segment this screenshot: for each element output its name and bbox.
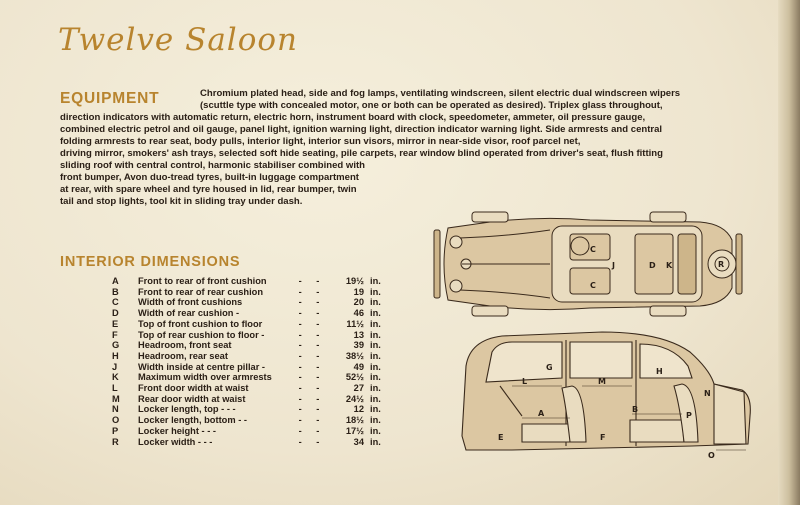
dimension-value: 19 (353, 286, 364, 297)
dimension-unit: in. (370, 415, 381, 426)
page-title: Twelve Saloon (58, 22, 299, 58)
dimension-row (110, 308, 390, 319)
interior-dimensions-table (110, 276, 390, 447)
equipment-line: folding armrests to rear seat, body pulls, interior light, interior sun visors, mirror in near-side visor, roof parcel net, (60, 136, 581, 148)
dimension-row (110, 415, 390, 426)
car-side-diagram (452, 326, 762, 474)
diagram-label: J (612, 261, 615, 270)
dimension-unit: in. (370, 308, 381, 319)
diagram-label: M (598, 377, 606, 386)
dimension-leader: - - (298, 329, 326, 340)
dimension-leader: - - (298, 297, 326, 308)
dimension-unit: in. (370, 297, 381, 308)
dimension-letter: N (112, 404, 119, 415)
dimension-leader: - - (298, 425, 326, 436)
dimension-description: Locker height - - - (138, 425, 216, 436)
dimension-leader: - - (298, 383, 326, 394)
dimension-leader: - - (298, 308, 326, 319)
dimension-value: 34 (353, 436, 364, 447)
equipment-line: combined electric petrol and oil gauge, panel light, ignition warning light, direction indicator warning light. Side armrests and central (60, 124, 663, 136)
diagram-label: D (649, 261, 656, 270)
dimension-letter: A (112, 276, 119, 286)
dimension-unit: in. (370, 404, 381, 415)
equipment-line: front bumper, Avon duo-tread tyres, built-in luggage compartment (60, 172, 359, 184)
dimension-letter: K (112, 372, 119, 383)
dimension-description: Width of rear cushion - (138, 308, 240, 319)
dimension-description: Headroom, rear seat (138, 350, 228, 361)
dimension-unit: in. (370, 393, 381, 404)
dimension-value: 27 (353, 383, 364, 394)
dimension-description: Maximum width over armrests (138, 372, 272, 383)
diagram-label: G (546, 363, 553, 372)
diagram-label: F (600, 433, 606, 442)
dimension-row (110, 330, 390, 341)
dimension-value: 19½ (345, 276, 364, 286)
dimension-letter: J (112, 361, 118, 372)
dimension-value: 12 (353, 404, 364, 415)
dimension-unit: in. (370, 318, 381, 329)
dimension-value: 20 (353, 297, 364, 308)
dimension-value: 17½ (345, 425, 364, 436)
dimension-row (110, 404, 390, 415)
dimension-letter: B (112, 286, 119, 297)
dimension-letter: P (112, 425, 119, 436)
dimension-letter: G (112, 340, 120, 351)
dimension-leader: - - (298, 372, 326, 383)
equipment-line: sliding roof with central control, harmonic stabiliser combined with (60, 160, 366, 172)
dimension-value: 52½ (345, 372, 364, 383)
dimension-unit: in. (370, 340, 381, 351)
dimension-value: 13 (353, 329, 364, 340)
dimension-unit: in. (370, 383, 381, 394)
diagram-label: R (718, 260, 725, 269)
dimension-unit: in. (370, 286, 381, 297)
dimension-row (110, 372, 390, 383)
dimension-value: 39 (353, 340, 364, 351)
dimension-letter: F (112, 329, 118, 340)
dimension-leader: - - (298, 276, 326, 286)
dimension-unit: in. (370, 372, 381, 383)
dimension-row (110, 394, 390, 405)
dimension-description: Headroom, front seat (138, 340, 232, 351)
dimension-row (110, 287, 390, 298)
diagram-label: H (656, 367, 663, 376)
dimension-leader: - - (298, 340, 326, 351)
dimension-leader: - - (298, 436, 326, 447)
dimension-row (110, 319, 390, 330)
dimension-leader: - - (298, 318, 326, 329)
dimension-value: 18½ (345, 415, 364, 426)
diagram-label: A (538, 409, 545, 418)
dimension-row (110, 383, 390, 394)
dimension-letter: L (112, 383, 118, 394)
dimension-value: 38½ (345, 350, 364, 361)
diagram-label: P (686, 411, 692, 420)
dimension-letter: M (112, 393, 120, 404)
dimension-leader: - - (298, 286, 326, 297)
dimension-unit: in. (370, 425, 381, 436)
diagram-label: N (704, 389, 711, 398)
dimension-letter: D (112, 308, 119, 319)
dimension-description: Locker length, bottom - - (138, 415, 247, 426)
dimension-row (110, 276, 390, 287)
dimension-description: Top of front cushion to floor (138, 318, 263, 329)
dimension-description: Top of rear cushion to floor - (138, 329, 265, 340)
dimension-unit: in. (370, 329, 381, 340)
dimension-unit: in. (370, 350, 381, 361)
dimension-row (110, 362, 390, 373)
dimension-description: Front door width at waist (138, 383, 249, 394)
page-binding (778, 0, 800, 505)
diagram-label: O (708, 451, 715, 460)
dimension-leader: - - (298, 415, 326, 426)
dimension-row (110, 340, 390, 351)
dimension-row (110, 426, 390, 437)
dimension-letter: C (112, 297, 119, 308)
car-plan-diagram (420, 208, 750, 320)
dimension-leader: - - (298, 393, 326, 404)
dimension-value: 24½ (345, 393, 364, 404)
equipment-line: tail and stop lights, tool kit in sliding tray under dash. (60, 196, 303, 208)
dimension-row (110, 297, 390, 308)
equipment-line: direction indicators with automatic return, electric horn, instrument board with clock, speedometer, ammeter, oil pressure gauge, (60, 112, 646, 124)
dimension-description: Locker length, top - - - (138, 404, 236, 415)
dimension-letter: E (112, 318, 119, 329)
dimension-unit: in. (370, 436, 381, 447)
diagram-label: K (666, 261, 673, 270)
dimension-unit: in. (370, 361, 381, 372)
equipment-line: driving mirror, smokers' ash trays, selected soft hide seating, pile carpets, rear window blind operated from driver's seat, flush fitting (60, 148, 663, 160)
dimension-value: 11½ (346, 318, 364, 329)
diagram-label: B (632, 405, 639, 414)
dimension-letter: H (112, 350, 119, 361)
dimension-value: 46 (353, 308, 364, 319)
dimension-description: Front to rear of front cushion (138, 276, 267, 286)
equipment-line: (scuttle type with concealed motor, one or both can be operated as desired). Triplex glass throughout, (200, 100, 663, 112)
dimension-letter: O (112, 415, 120, 426)
dimension-value: 49 (353, 361, 364, 372)
dimension-description: Width of front cushions (138, 297, 243, 308)
dimension-leader: - - (298, 361, 326, 372)
equipment-line: at rear, with spare wheel and tyre housed in lid, rear bumper, twin (60, 184, 357, 196)
dimension-unit: in. (370, 276, 381, 286)
dimension-description: Front to rear of rear cushion (138, 286, 264, 297)
diagram-label: L (522, 377, 528, 386)
diagram-label: E (498, 433, 504, 442)
dimension-row (110, 437, 390, 448)
dimension-description: Locker width - - - (138, 436, 213, 447)
equipment-text (60, 88, 788, 208)
diagram-label: C (590, 245, 596, 254)
dimension-row (110, 351, 390, 362)
dimension-leader: - - (298, 350, 326, 361)
dimension-description: Rear door width at waist (138, 393, 246, 404)
interior-dimensions-heading: INTERIOR DIMENSIONS (60, 254, 241, 270)
dimension-letter: R (112, 436, 119, 447)
diagram-label: C (590, 281, 596, 290)
dimension-leader: - - (298, 404, 326, 415)
dimension-description: Width inside at centre pillar - (138, 361, 265, 372)
equipment-line: Chromium plated head, side and fog lamps, ventilating windscreen, silent electric dual windscreen wipers (200, 88, 681, 99)
equipment-heading: EQUIPMENT (60, 90, 160, 107)
